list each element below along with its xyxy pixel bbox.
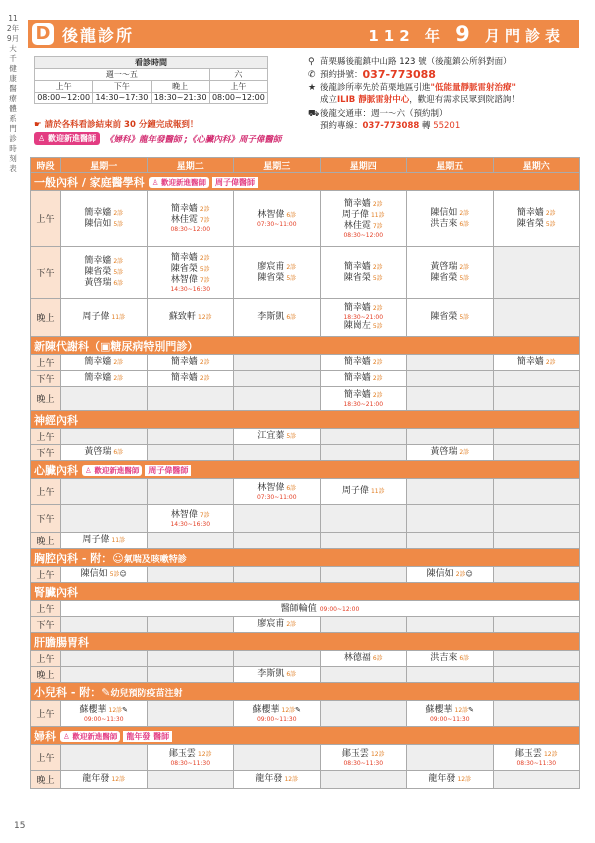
cell-empty <box>61 617 148 633</box>
cell-empty <box>493 247 580 299</box>
cell-m-pm-tue: 簡幸嬙 2診 <box>147 371 234 387</box>
cell-y-am-tue: 鄖玉雲 12診 08:30~11:30 <box>147 745 234 771</box>
section-neurology: 神經內科 <box>31 411 580 429</box>
cell-g-am-wed: 林智偉 6診 07:30~11:00 <box>234 191 321 247</box>
slot-label: 晚上 <box>31 667 61 683</box>
section-gynecology: 婦科 ♙ 歡迎新進醫師 龍年發 醫師 <box>31 727 580 745</box>
cell-m-am-thu: 簡幸嬙 2診 <box>320 355 407 371</box>
cell-y-ev-wed: 龍年發 12診 <box>234 771 321 789</box>
clinic-logo-icon: D <box>32 23 54 45</box>
cell-empty <box>320 505 407 533</box>
slot-label: 下午 <box>31 371 61 387</box>
new-doctor-name: 周子偉醫師 <box>212 177 258 188</box>
hand-icon: ☛ <box>34 120 45 130</box>
cell-g-am-sat: 簡幸嬙 2診 陳省榮 5診 <box>493 191 580 247</box>
col-header: 星期四 <box>320 158 407 173</box>
section-metabolism: 新陳代謝科（▣糖尿病特別門診） <box>31 337 580 355</box>
cell-empty <box>320 771 407 789</box>
cell-empty <box>234 651 321 667</box>
hours-weekday: 週一～五 <box>35 69 210 81</box>
bus-ext-label: 轉 <box>419 121 434 131</box>
center-text: ，歡迎有需求民眾到院諮詢！ <box>409 95 520 105</box>
slot-label: 上午 <box>31 601 61 617</box>
col-header: 星期六 <box>493 158 580 173</box>
cell-empty <box>61 429 148 445</box>
cell-empty <box>320 617 407 633</box>
syringe-icon: ✎ <box>101 685 111 699</box>
section-general: 一般內科 / 家庭醫學科 ♙ 歡迎新進醫師 周子偉醫師 <box>31 173 580 191</box>
cell-g-pm-thu: 簡幸嬙 2診 陳省榮 5診 <box>320 247 407 299</box>
bus-ext: 55201 <box>433 121 461 131</box>
cell-empty <box>320 445 407 461</box>
cell-y-am-sat: 鄖玉雲 12診 08:30~11:30 <box>493 745 580 771</box>
hours-col-label: 晚上 <box>151 81 209 93</box>
header-bar <box>28 20 579 48</box>
lungs-icon: ☺ <box>465 570 473 578</box>
cell-empty <box>61 479 148 505</box>
cell-n-pm-mon: 黃啓瑞 6診 <box>61 445 148 461</box>
bus-label: 後龍交通車：週一～六（預約制） <box>320 109 448 119</box>
cell-m-pm-mon: 簡幸嬙 2診 <box>61 371 148 387</box>
cell-empty <box>147 667 234 683</box>
center-intro: 成立 <box>320 95 338 105</box>
location-pin-icon: ⚲ <box>308 57 315 67</box>
cell-empty <box>147 651 234 667</box>
hours-col-label: 上午 <box>35 81 93 93</box>
cell-m-ev-thu: 簡幸嬙 2診 18:30~21:00 <box>320 387 407 411</box>
cell-n-am-wed: 江宜蓁 5診 <box>234 429 321 445</box>
hours-col-time: 18:30~21:30 <box>151 93 209 104</box>
cell-empty <box>407 667 494 683</box>
slot-label: 上午 <box>31 701 61 727</box>
cell-empty <box>493 479 580 505</box>
hours-col-time: 08:00~12:00 <box>35 93 93 104</box>
cell-c-ev-mon: 周子偉 11診 <box>61 533 148 549</box>
cell-empty <box>407 533 494 549</box>
cell-empty <box>493 701 580 727</box>
cell-g-pm-fri: 黃啓瑞 2診 陳省榮 5診 <box>407 247 494 299</box>
cell-y-am-thu: 鄖玉雲 12診 08:30~11:30 <box>320 745 407 771</box>
cell-empty <box>493 429 580 445</box>
slot-label: 上午 <box>31 651 61 667</box>
cell-empty <box>493 445 580 461</box>
address: 苗栗縣後龍鎮中山路 123 號（後龍鎮公所斜對面） <box>320 57 512 67</box>
cell-empty <box>320 533 407 549</box>
cell-empty <box>61 745 148 771</box>
cell-empty <box>234 567 321 583</box>
cell-g-am-mon: 簡幸嬙 2診 陳信如 5診 <box>61 191 148 247</box>
cell-c-am-wed: 林智偉 6診 07:30~11:00 <box>234 479 321 505</box>
cell-ch-am-fri: 陳信如 2診 ☺ <box>407 567 494 583</box>
checkin-notice <box>34 118 198 130</box>
cell-p-am-wed: 蘇櫻華 12診 ✎ 09:00~11:30 <box>234 701 321 727</box>
slot-label: 晚上 <box>31 533 61 549</box>
cell-empty <box>320 667 407 683</box>
cell-empty <box>147 429 234 445</box>
cell-empty <box>493 505 580 533</box>
phone-number: 037-773088 <box>362 68 436 81</box>
side-label: 112年9月 大千健康醫療體系 門診時刻表 <box>6 14 20 173</box>
cell-empty <box>320 429 407 445</box>
cell-empty <box>407 387 494 411</box>
cell-g-ev-wed: 李斯凱 6診 <box>234 299 321 337</box>
hours-col-label: 上午 <box>209 81 267 93</box>
cell-c-am-thu: 周子偉 11診 <box>320 479 407 505</box>
section-pediatrics: 小兒科 - 附：✎幼兒預防疫苗注射 <box>31 683 580 701</box>
schedule-title: 112 年 9 月門診表 <box>368 22 565 46</box>
diabetes-icon: ▣ <box>100 339 111 353</box>
cell-empty <box>407 371 494 387</box>
new-doctor-name: 龍年發 醫師 <box>123 731 172 742</box>
cell-empty <box>407 617 494 633</box>
cell-empty <box>147 445 234 461</box>
syringe-icon: ✎ <box>122 705 129 714</box>
welcome-badge: ♙ 歡迎新進醫師 <box>34 132 100 145</box>
cell-g-ev-tue: 蘇致軒 12診 <box>147 299 234 337</box>
hours-col-time: 14:30~17:30 <box>93 93 151 104</box>
cell-k-am-all: 醫師輪值 09:00~12:00 <box>61 601 580 617</box>
slot-label: 晚上 <box>31 387 61 411</box>
cell-g-ev-thu: 簡幸嬙 2診 18:30~21:00 陳崗左 5診 <box>320 299 407 337</box>
cell-empty <box>61 505 148 533</box>
cell-empty <box>493 617 580 633</box>
cell-empty <box>147 567 234 583</box>
cell-empty <box>407 479 494 505</box>
phone-icon: ✆ <box>308 70 316 80</box>
cell-empty <box>234 355 321 371</box>
cell-m-pm-thu: 簡幸嬙 2診 <box>320 371 407 387</box>
phone-label: 預約掛號： <box>320 70 363 80</box>
center-name: ILIB 靜脈雷射中心 <box>337 95 410 105</box>
cell-empty <box>234 387 321 411</box>
cell-ch-am-mon: 陳信如 5診 ☺ <box>61 567 148 583</box>
lungs-icon: ☺ <box>112 551 124 565</box>
cell-empty <box>493 533 580 549</box>
cell-gi-am-fri: 洪吉來 6診 <box>407 651 494 667</box>
cell-g-pm-mon: 簡幸嬙 2診 陳省榮 5診 黃啓瑞 6診 <box>61 247 148 299</box>
cell-empty <box>320 701 407 727</box>
hours-col-time: 08:00~12:00 <box>209 93 267 104</box>
cell-n-pm-fri: 黃啓瑞 2診 <box>407 445 494 461</box>
bus-icon: ⛟ <box>308 109 320 119</box>
cell-y-ev-mon: 龍年發 12診 <box>61 771 148 789</box>
cell-empty <box>234 371 321 387</box>
slot-label: 晚上 <box>31 299 61 337</box>
slot-label: 下午 <box>31 505 61 533</box>
cell-empty <box>147 771 234 789</box>
cell-g-pm-tue: 簡幸嬙 2診 陳省榮 5診 林智偉 7診 14:30~16:30 <box>147 247 234 299</box>
cell-empty <box>493 651 580 667</box>
clinic-name: 後龍診所 <box>62 25 135 45</box>
cell-empty <box>493 771 580 789</box>
section-nephrology: 腎臟內科 <box>31 583 580 601</box>
hours-table <box>34 56 268 104</box>
cell-g-pm-wed: 廖宸甫 2診 陳省榮 5診 <box>234 247 321 299</box>
hours-saturday: 六 <box>209 69 267 81</box>
slot-label: 晚上 <box>31 771 61 789</box>
slot-label: 上午 <box>31 429 61 445</box>
slot-label: 上午 <box>31 745 61 771</box>
cell-gi-am-thu: 林德福 6診 <box>320 651 407 667</box>
slot-label: 下午 <box>31 247 61 299</box>
schedule-table <box>30 157 580 789</box>
section-cardiology: 心臟內科 ♙ 歡迎新進醫師 周子偉醫師 <box>31 461 580 479</box>
cell-empty <box>147 479 234 505</box>
cell-g-am-thu: 簡幸嬙 2診 周子偉 11診 林佳霓 7診 08:30~12:00 <box>320 191 407 247</box>
cell-empty <box>320 567 407 583</box>
cell-empty <box>407 745 494 771</box>
cell-g-ev-fri: 陳省榮 5診 <box>407 299 494 337</box>
new-doctor-badge: ♙ 歡迎新進醫師 <box>149 177 209 188</box>
welcome-banner <box>34 132 281 145</box>
cell-g-am-fri: 陳信如 2診 洪吉來 6診 <box>407 191 494 247</box>
cell-empty <box>493 667 580 683</box>
cell-empty <box>407 429 494 445</box>
cell-empty <box>234 745 321 771</box>
col-header: 星期一 <box>61 158 148 173</box>
cell-m-am-tue: 簡幸嬙 2診 <box>147 355 234 371</box>
col-header: 星期三 <box>234 158 321 173</box>
syringe-icon: ✎ <box>468 705 475 714</box>
syringe-icon: ✎ <box>295 705 302 714</box>
new-doctor-badge: ♙ 歡迎新進醫師 <box>60 731 120 742</box>
slot-label: 上午 <box>31 191 61 247</box>
lungs-icon: ☺ <box>119 570 127 578</box>
cell-p-am-mon: 蘇櫻華 12診 ✎ 09:00~11:30 <box>61 701 148 727</box>
bus-phone: 037-773088 <box>362 121 420 131</box>
cell-p-am-fri: 蘇櫻華 12診 ✎ 09:00~11:30 <box>407 701 494 727</box>
page-number: 15 <box>14 821 26 831</box>
cell-g-ev-mon: 周子偉 11診 <box>61 299 148 337</box>
slot-label: 上午 <box>31 479 61 505</box>
cell-empty <box>493 387 580 411</box>
cell-c-pm-tue: 林智偉 7診 14:30~16:30 <box>147 505 234 533</box>
doctor-icon: ♙ <box>38 134 48 143</box>
hours-col-label: 下午 <box>93 81 151 93</box>
laser-name: "低能量靜脈雷射治療" <box>430 83 516 93</box>
cell-empty <box>234 505 321 533</box>
cell-empty <box>493 299 580 337</box>
cell-empty <box>147 617 234 633</box>
slot-label: 下午 <box>31 445 61 461</box>
col-header: 星期二 <box>147 158 234 173</box>
cell-empty <box>147 387 234 411</box>
cell-empty <box>147 701 234 727</box>
bus-phone-label: 預約專線： <box>320 121 363 131</box>
hours-title: 看診時間 <box>35 57 268 69</box>
cell-m-am-mon: 簡幸嬙 2診 <box>61 355 148 371</box>
cell-empty <box>61 667 148 683</box>
cell-empty <box>61 387 148 411</box>
cell-k-pm-wed: 廖宸甫 2診 <box>234 617 321 633</box>
cell-empty <box>61 651 148 667</box>
cell-empty <box>234 445 321 461</box>
cell-empty <box>493 371 580 387</box>
slot-label: 上午 <box>31 355 61 371</box>
cell-y-ev-fri: 龍年發 12診 <box>407 771 494 789</box>
section-chest: 胸腔內科 - 附：☺氣喘及咳嗽特診 <box>31 549 580 567</box>
slot-label: 下午 <box>31 617 61 633</box>
cell-empty <box>147 533 234 549</box>
clinic-info <box>308 56 580 133</box>
laser-intro: 後龍診所率先於苗栗地區引進 <box>320 83 431 93</box>
cell-m-am-sat: 簡幸嬙 2診 <box>493 355 580 371</box>
new-doctor-name: 周子偉醫師 <box>145 465 191 476</box>
cell-empty <box>407 355 494 371</box>
notice-text: 請於各科看診結束前 30 分鐘完成報到！ <box>44 120 199 130</box>
col-header: 時段 <box>31 158 61 173</box>
new-doctor-badge: ♙ 歡迎新進醫師 <box>82 465 142 476</box>
slot-label: 上午 <box>31 567 61 583</box>
section-gastro: 肝膽腸胃科 <box>31 633 580 651</box>
cell-empty <box>234 533 321 549</box>
welcome-text: 《婦科》龍年發醫師 ;《心臟內科》周子偉醫師 <box>104 134 282 145</box>
cell-gi-ev-wed: 李斯凱 6診 <box>234 667 321 683</box>
star-icon: ★ <box>308 83 317 93</box>
cell-g-am-tue: 簡幸嬙 2診 林佳霓 7診 08:30~12:00 <box>147 191 234 247</box>
cell-empty <box>407 505 494 533</box>
col-header: 星期五 <box>407 158 494 173</box>
cell-empty <box>493 567 580 583</box>
